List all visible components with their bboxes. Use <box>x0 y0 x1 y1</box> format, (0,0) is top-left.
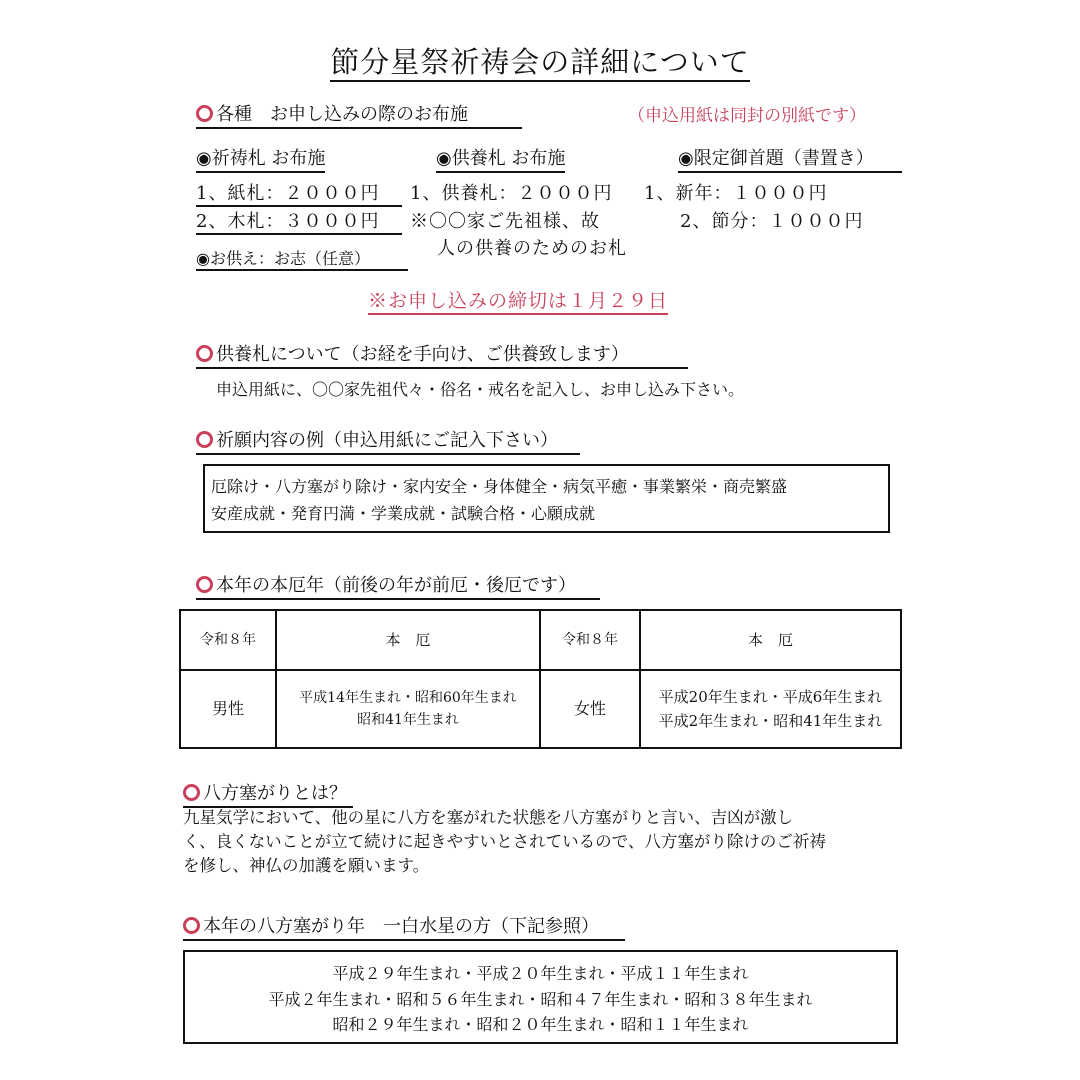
offerings-heading: 各種 お申し込みの際のお布施 <box>196 100 522 129</box>
happou-description-line: く、良くないことが立て続けに起きやすいとされているので、八方塞がり除けのご祈祷 <box>183 832 826 851</box>
kitou-item: 2、木札：３０００円 <box>196 207 402 235</box>
table-row <box>180 670 901 748</box>
happou-year-heading: 本年の八方塞がり年 一白水星の方（下記参照） <box>183 912 625 941</box>
prayer-examples-line: 安産成就・発育円満・学業成就・試験合格・心願成就 <box>211 504 596 523</box>
happou-years-box <box>183 950 898 1044</box>
yakudoshi-section-heading: 本年の本厄年（前後の年が前厄・後厄です） <box>196 571 600 600</box>
happou-years-line: 平成２年生まれ・昭和５６年生まれ・昭和４７年生まれ・昭和３８年生まれ <box>268 990 813 1009</box>
red-circle-icon <box>183 784 200 801</box>
prayer-section-heading: 祈願内容の例（申込用紙にご記入下さい） <box>196 426 580 455</box>
goshuin-item: 1、新年：１０００円 <box>644 183 828 204</box>
table-header-row <box>180 610 901 670</box>
table-header-cell: 令和８年 <box>540 610 640 670</box>
prayer-examples-box <box>203 464 890 533</box>
goshuin-item: 2、節分：１０００円 <box>680 211 864 232</box>
osonae-label: ◉お供え：お志（任意） <box>196 246 408 271</box>
page-title: 節分星祭祈祷会の詳細について <box>0 40 1080 81</box>
red-circle-icon <box>196 105 213 122</box>
kitou-item: 1、紙札：２０００円 <box>196 179 402 207</box>
kitou-fuda-heading: ◉祈祷札 お布施 <box>196 144 325 173</box>
table-header-cell: 令和８年 <box>180 610 276 670</box>
red-circle-icon <box>183 917 200 934</box>
red-circle-icon <box>196 345 213 362</box>
red-circle-icon <box>196 431 213 448</box>
deadline-notice: ※お申し込みの締切は１月２９日 <box>368 286 668 315</box>
kuyou-note: 人の供養のためのお札 <box>437 238 627 259</box>
happou-section-heading: 八方塞がりとは？ <box>183 779 353 808</box>
kuyou-fuda-heading: ◉供養札 お布施 <box>436 144 565 173</box>
kuyou-instructions: 申込用紙に、〇〇家先祖代々・俗名・戒名を記入し、お申し込み下さい。 <box>216 380 745 399</box>
happou-years-line: 平成２９年生まれ・平成２０年生まれ・平成１１年生まれ <box>332 964 749 983</box>
happou-description-line: 九星気学において、他の星に八方を塞がれた状態を八方塞がりと言い、吉凶が激し <box>183 808 794 827</box>
female-label: 女性 <box>540 670 640 748</box>
kuyou-item: 1、供養札：２０００円 <box>410 183 613 204</box>
male-years: 平成14年生まれ・昭和60年生まれ 昭和41年生まれ <box>276 670 540 748</box>
happou-description-line: を修し、神仏の加護を願います。 <box>183 856 430 875</box>
yakudoshi-table <box>179 609 902 749</box>
goshuin-heading: ◉限定御首題（書置き） <box>678 144 902 173</box>
prayer-examples-line: 厄除け・八方塞がり除け・家内安全・身体健全・病気平癒・事業繁栄・商売繁盛 <box>211 477 788 496</box>
table-header-cell: 本 厄 <box>276 610 540 670</box>
table-header-cell: 本 厄 <box>640 610 901 670</box>
male-label: 男性 <box>180 670 276 748</box>
application-form-note: （申込用紙は同封の別紙です） <box>628 106 866 126</box>
happou-years-line: 昭和２９年生まれ・昭和２０年生まれ・昭和１１年生まれ <box>332 1015 749 1034</box>
kuyou-section-heading: 供養札について（お経を手向け、ご供養致します） <box>196 340 688 369</box>
kuyou-note: ※〇〇家ご先祖様、故 <box>410 211 600 232</box>
female-years: 平成20年生まれ・平成6年生まれ 平成2年生まれ・昭和41年生まれ <box>640 670 901 748</box>
red-circle-icon <box>196 576 213 593</box>
